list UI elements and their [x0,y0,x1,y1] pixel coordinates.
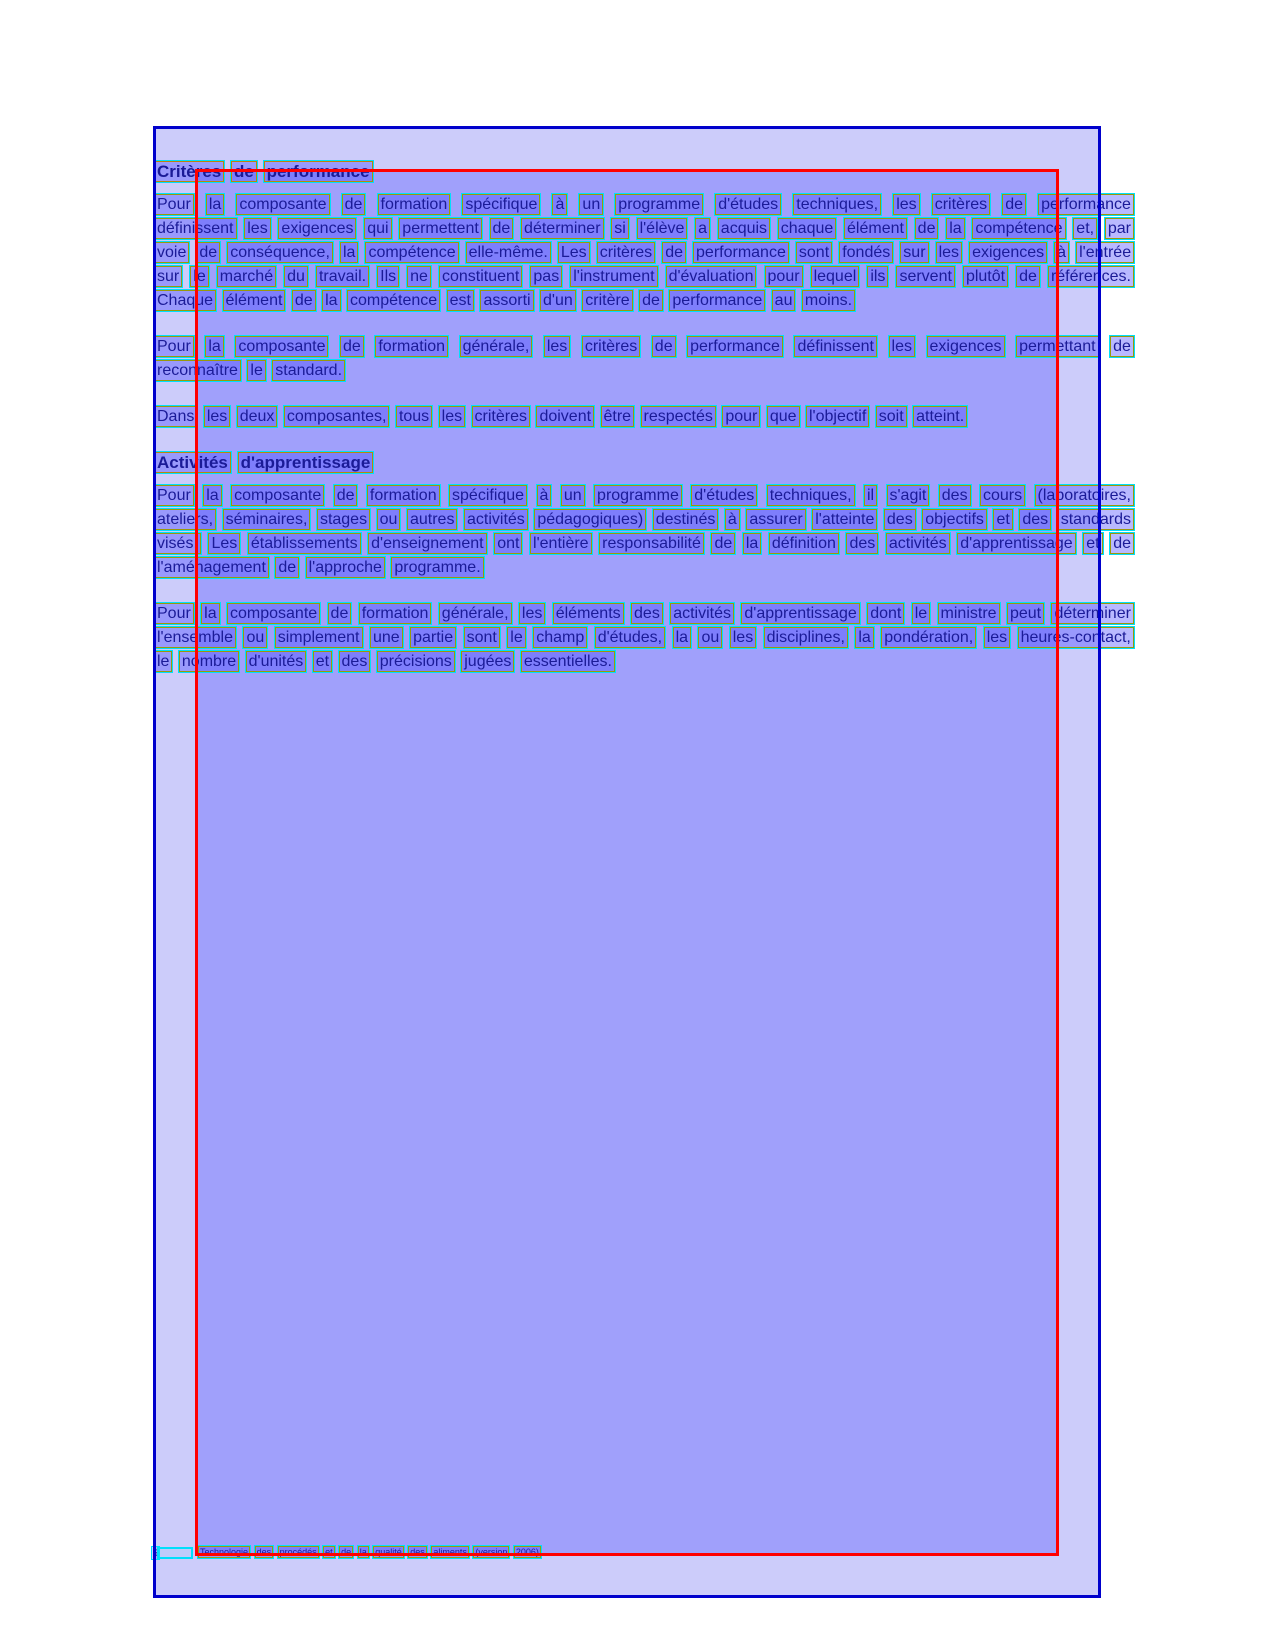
ocr-word-box: ils [867,266,888,287]
ocr-word-box: générale, [460,336,533,357]
ocr-word-box: d'apprentissage [238,452,374,473]
ocr-word-box: respectés [641,406,716,427]
ocr-word-box: critères [582,336,640,357]
ocr-word-box: assorti [480,290,533,311]
ocr-word-box: les [730,627,756,648]
ocr-word-box: Chaque [154,290,216,311]
ocr-word-box: la [673,627,691,648]
ocr-word-box: conséquence, [227,242,333,263]
ocr-word-box: responsabilité [599,533,704,554]
ocr-word-box: Pour [154,194,194,215]
ocr-word-box: l'objectif [806,406,869,427]
ocr-word-box: et [313,651,332,672]
ocr-word-box: chaque [778,218,837,239]
ocr-word-box: doivent [536,406,594,427]
ocr-word-box: Dans [154,406,197,427]
ocr-word-box: de [711,533,735,554]
ocr-word-box: l'atteinte [812,509,877,530]
ocr-word-box: sur [154,266,182,287]
ocr-word-box: acquis [718,218,770,239]
ocr-word-box: il [864,485,877,506]
ocr-word-box: Pour [154,603,194,624]
ocr-word-box: éléments [553,603,624,624]
ocr-word-box: l'entrée [1076,242,1134,263]
ocr-word-box: autres [407,509,457,530]
ocr-word-box: standard. [272,360,345,381]
ocr-word-box: tous [396,406,432,427]
ocr-word-box: élément [844,218,907,239]
ocr-word-box: marché [217,266,276,287]
ocr-word-box: destinés [653,509,719,530]
ocr-word-box: de [1002,194,1026,215]
ocr-word-box: champ [533,627,587,648]
ocr-word-box: composante [227,603,320,624]
ocr-word-box: nombre [179,651,239,672]
ocr-word-box: au [772,290,796,311]
ocr-word-box: compétence [365,242,458,263]
ocr-word-box: précisions [377,651,455,672]
ocr-word-box: une [370,627,403,648]
ocr-word-box: compétence [347,290,440,311]
ocr-word-box: pour [722,406,760,427]
ocr-word-box: l'élève [637,218,688,239]
ocr-word-box: pédagogiques) [534,509,646,530]
ocr-word-box: l'approche [306,557,385,578]
ocr-word-box: cours [980,485,1025,506]
ocr-word-box: les [204,406,230,427]
ocr-word-box: générale, [439,603,512,624]
document-text [153,160,1135,696]
ocr-word-box: de [341,1547,352,1557]
ocr-word-box: l'instrument [570,266,657,287]
ocr-word-box: de [328,603,352,624]
ocr-word-box: et [993,509,1012,530]
ocr-word-box: établissements [248,533,361,554]
ocr-word-box: simplement [275,627,363,648]
ocr-word-box: stages [317,509,370,530]
ocr-word-box: de [334,485,358,506]
ocr-word-box: heures-contact, [1018,627,1134,648]
ocr-word-box: la [359,1547,367,1557]
ocr-word-box: la [322,290,340,311]
footer-title-text [197,1545,857,1559]
ocr-word-box: si [611,218,629,239]
ocr-word-box: critères [932,194,990,215]
ocr-word-box: la [855,627,873,648]
ocr-word-box: définition [769,533,839,554]
ocr-word-box: pas [530,266,562,287]
ocr-word-box: ou [377,509,401,530]
ocr-word-box: formation [375,336,448,357]
ocr-word-box: plutôt [963,266,1008,287]
ocr-word-box: programme [594,485,682,506]
heading [153,451,1135,475]
ocr-word-box: d'apprentissage [741,603,859,624]
ocr-word-box: des [339,651,371,672]
ocr-word-box: fondés [839,242,893,263]
paragraph [153,602,1135,674]
ocr-word-box: formation [359,603,432,624]
ocr-word-box: performance [669,290,765,311]
paragraph [153,484,1135,580]
ocr-word-box: être [601,406,635,427]
ocr-word-box: Technologie [200,1547,249,1557]
ocr-word-box: de [196,242,220,263]
ocr-word-box: composantes, [284,406,390,427]
ocr-word-box: elle-même. [466,242,551,263]
paragraph [153,335,1135,383]
ocr-word-box: est [447,290,474,311]
ocr-word-box: les [936,242,962,263]
ocr-word-box: visés. [154,533,201,554]
ocr-word-box: Ils [377,266,399,287]
heading [153,160,1135,184]
footer-empty-ocr-box [157,1547,193,1559]
ocr-word-box: des [846,533,878,554]
ocr-word-box: Pour [154,485,194,506]
ocr-word-box: le [190,266,208,287]
ocr-word-box: la [946,218,964,239]
ocr-word-box: 2006) [515,1547,539,1557]
ocr-word-box: assurer [746,509,805,530]
ocr-word-box: d'un [540,290,576,311]
ocr-word-box: de [292,290,316,311]
ocr-word-box: l'entière [530,533,592,554]
ocr-word-box: Activités [154,452,231,473]
ocr-word-box: pour [765,266,803,287]
ocr-word-box: partie [410,627,456,648]
ocr-word-box: séminaires, [223,509,311,530]
ocr-word-box: de [915,218,939,239]
ocr-word-box: activités [670,603,734,624]
ocr-word-box: d'unités [246,651,307,672]
ocr-word-box: critère [582,290,632,311]
ocr-word-box: techniques, [767,485,855,506]
ocr-word-box: exigences [927,336,1005,357]
ocr-word-box: s'agit [887,485,930,506]
ocr-word-box: ne [407,266,431,287]
ocr-word-box: les [544,336,570,357]
ocr-word-box: Les [558,242,590,263]
ocr-word-box: de [1016,266,1040,287]
ocr-word-box: des [884,509,916,530]
ocr-word-box: un [561,485,585,506]
ocr-word-box: lequel [811,266,860,287]
ocr-word-box: de [342,194,366,215]
ocr-word-box: aliments [433,1547,467,1557]
ocr-word-box: le [507,627,525,648]
ocr-word-box: de [639,290,663,311]
ocr-word-box: pondération, [881,627,976,648]
ocr-word-box: performance [264,161,373,182]
ocr-word-box: de [1110,336,1134,357]
ocr-word-box: références. [1048,266,1134,287]
ocr-word-box: des [631,603,663,624]
paragraph [153,193,1135,313]
ocr-word-box: les [893,194,919,215]
ocr-word-box: deux [237,406,278,427]
ocr-word-box: voie [154,242,189,263]
ocr-word-box: exigences [278,218,356,239]
ocr-word-box: l'ensemble [154,627,236,648]
ocr-word-box: que [767,406,800,427]
ocr-word-box: des [410,1547,425,1557]
ocr-word-box: qualité [375,1547,402,1557]
ocr-word-box: standards [1058,509,1134,530]
ocr-word-box: le [912,603,930,624]
ocr-word-box: ont [494,533,522,554]
ocr-word-box: performance [693,242,789,263]
ocr-word-box: d'enseignement [368,533,486,554]
ocr-word-box: activités [464,509,528,530]
ocr-word-box: la [743,533,761,554]
ocr-word-box: élément [223,290,286,311]
ocr-word-box: ou [698,627,722,648]
ocr-word-box: les [889,336,915,357]
ocr-word-box: atteint. [913,406,967,427]
ocr-word-box: sont [464,627,500,648]
paragraph [153,405,1135,429]
ocr-word-box: de [662,242,686,263]
ocr-word-box: sont [796,242,832,263]
ocr-word-box: composante [236,194,329,215]
ocr-word-box: programme [615,194,703,215]
ocr-word-box: déterminer [1051,603,1133,624]
ocr-word-box: ateliers, [154,509,216,530]
ocr-word-box: et [325,1547,333,1557]
ocr-word-box: à [725,509,740,530]
ocr-word-box: l'aménagement [154,557,269,578]
ocr-word-box: ou [243,627,267,648]
ocr-word-box: de [490,218,514,239]
ocr-word-box: servent [896,266,954,287]
ocr-word-box: la [340,242,358,263]
ocr-word-box: composante [231,485,324,506]
ocr-word-box: formation [367,485,440,506]
ocr-word-box: (version [475,1547,508,1557]
ocr-word-box: permettant [1016,336,1098,357]
ocr-word-box: moins. [802,290,855,311]
ocr-word-box: les [439,406,465,427]
ocr-word-box: le [247,360,265,381]
ocr-word-box: activités [886,533,950,554]
ocr-word-box: travail. [316,266,369,287]
ocr-word-box: définissent [154,218,237,239]
ocr-word-box: Critères [154,161,224,182]
ocr-word-box: compétence [972,218,1065,239]
ocr-word-box: programme. [391,557,483,578]
ocr-word-box: dont [867,603,904,624]
ocr-word-box: déterminer [521,218,603,239]
ocr-word-box: qui [364,218,391,239]
ocr-word-box: de [231,161,257,182]
ocr-word-box: peut [1007,603,1044,624]
ocr-word-box: des [256,1547,272,1557]
ocr-word-box: définissent [794,336,877,357]
ocr-word-box: spécifique [449,485,527,506]
ocr-word-box: Les [208,533,240,554]
ocr-word-box: permettent [399,218,481,239]
ocr-word-box: formation [378,194,451,215]
ocr-word-box: objectifs [922,509,987,530]
ocr-word-box: les [984,627,1010,648]
ocr-word-box: la [206,194,224,215]
ocr-word-box: et, [1073,218,1097,239]
ocr-word-box: exigences [969,242,1047,263]
ocr-word-box: des [1019,509,1051,530]
ocr-word-box: techniques, [793,194,881,215]
ocr-word-box: de [652,336,676,357]
ocr-word-box: disciplines, [764,627,848,648]
ocr-word-box: Pour [154,336,194,357]
ocr-word-box: a [695,218,710,239]
ocr-word-box: le [154,651,172,672]
ocr-word-box: et [1083,533,1102,554]
ocr-word-box: constituent [439,266,522,287]
ocr-word-box: par [1105,218,1134,239]
ocr-word-box: procédés [279,1547,317,1557]
ocr-word-box: spécifique [462,194,540,215]
ocr-word-box: soit [876,406,907,427]
ocr-word-box: de [275,557,299,578]
page-number-value: 5 [153,1548,159,1558]
ocr-word-box: à [1054,242,1069,263]
ocr-word-box: (laboratoires, [1035,485,1134,506]
ocr-word-box: des [939,485,971,506]
ocr-word-box: un [579,194,603,215]
ocr-word-box: composante [235,336,328,357]
ocr-word-box: à [537,485,552,506]
ocr-word-box: la [203,485,221,506]
ocr-word-box: ministre [938,603,1000,624]
ocr-word-box: critères [597,242,655,263]
ocr-word-box: de [1110,533,1134,554]
ocr-word-box: d'évaluation [666,266,757,287]
ocr-word-box: du [284,266,308,287]
ocr-word-box: sur [900,242,928,263]
ocr-word-box: de [340,336,364,357]
ocr-word-box: la [201,603,219,624]
ocr-word-box: d'études [691,485,757,506]
ocr-word-box: les [519,603,545,624]
ocr-word-box: d'études, [595,627,665,648]
ocr-word-box: performance [1038,194,1134,215]
ocr-word-box: d'études [715,194,781,215]
ocr-word-box: performance [687,336,783,357]
ocr-word-box: la [205,336,223,357]
ocr-word-box: jugées [461,651,514,672]
ocr-word-box: reconnaître [154,360,241,381]
ocr-word-box: les [244,218,270,239]
ocr-word-box: d'apprentissage [957,533,1075,554]
ocr-word-box: critères [472,406,530,427]
ocr-word-box: à [552,194,567,215]
ocr-word-box: essentielles. [521,651,615,672]
